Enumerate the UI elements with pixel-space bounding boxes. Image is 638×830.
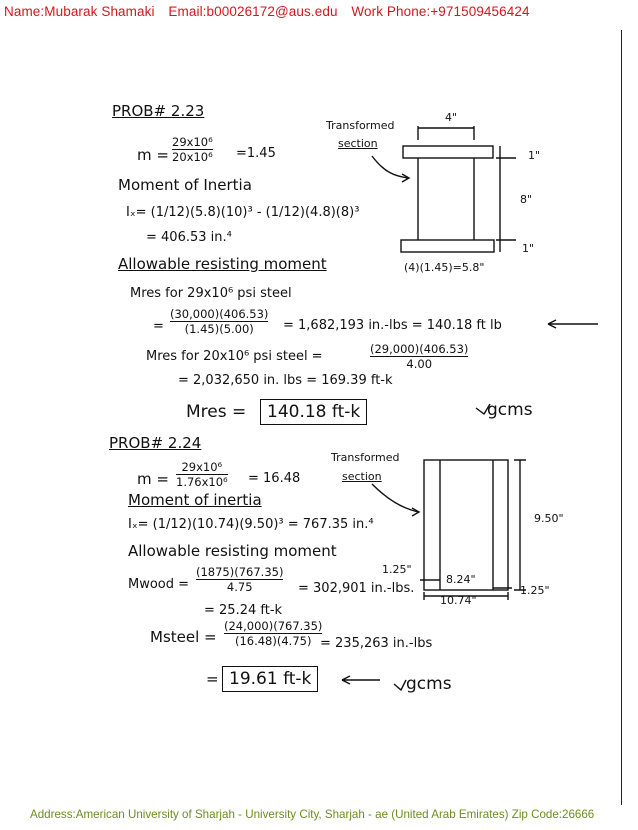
mres-denominator-223: (1.45)(5.00) bbox=[184, 322, 254, 337]
fig-label-section-224: section bbox=[342, 470, 382, 483]
initials-223: gcms bbox=[487, 400, 533, 420]
header-phone: Work Phone:+971509456424 bbox=[351, 4, 530, 19]
dim-right-224: 1.25" bbox=[520, 584, 550, 597]
m-fraction-224 bbox=[176, 461, 228, 488]
top-flange-223 bbox=[403, 146, 493, 158]
msteel-value-224: = 235,263 in.-lbs bbox=[320, 636, 433, 651]
dim-line-top-223 bbox=[418, 126, 474, 140]
dim-height-224: 9.50" bbox=[534, 512, 564, 525]
mwood-value2-224: = 25.24 ft-k bbox=[204, 603, 283, 618]
m-value-224: = 16.48 bbox=[248, 471, 301, 486]
contact-header bbox=[4, 4, 540, 19]
section-outer-224 bbox=[424, 460, 508, 590]
arm-title-224: Allowable resisting moment bbox=[128, 542, 337, 560]
dim-1b-223: 1" bbox=[522, 242, 535, 255]
mwood-fraction-224 bbox=[196, 566, 283, 593]
msteel-denominator-224: (16.48)(4.75) bbox=[234, 634, 312, 649]
initials-224: gcms bbox=[406, 674, 452, 694]
dim-line-right-223 bbox=[496, 146, 516, 252]
dim-bottom-223: (4)(1.45)=5.8" bbox=[404, 261, 485, 274]
check-mark-224 bbox=[394, 680, 406, 690]
msteel-label-224: Msteel = bbox=[150, 628, 217, 646]
mwood-numerator-224: (1875)(767.35) bbox=[196, 565, 284, 579]
m-fraction-223 bbox=[172, 136, 213, 163]
ix-result-223: = 406.53 in.⁴ bbox=[146, 230, 232, 245]
answer-arrow-224 bbox=[342, 676, 380, 684]
m-numerator-224: 29x10⁶ bbox=[181, 460, 223, 474]
mwood-denominator-224: 4.75 bbox=[226, 580, 253, 595]
m-value-223: =1.45 bbox=[236, 146, 276, 161]
mwood-value-224: = 302,901 in.-lbs. bbox=[298, 581, 415, 596]
m-denominator-223: 20x10⁶ bbox=[172, 150, 213, 165]
mwood-label-224: Mwood = bbox=[128, 577, 190, 592]
dim-inner-224: 8.24" bbox=[446, 573, 476, 586]
address-footer: Address:American University of Sharjah - University City, Sharjah - ae (United Arab Emirates) Zip Code:26666 bbox=[30, 808, 595, 821]
leader-arrow-223 bbox=[372, 156, 408, 178]
header-email: Email:b00026172@aus.edu bbox=[168, 4, 338, 19]
leader-arrow-224 bbox=[372, 484, 418, 512]
msteel-numerator-224: (24,000)(767.35) bbox=[224, 619, 323, 633]
m-label-223: m = bbox=[137, 146, 169, 164]
mres-value-223: = 1,682,193 in.-lbs = 140.18 ft lb bbox=[283, 318, 502, 333]
m-numerator-223: 29x10⁶ bbox=[172, 135, 213, 149]
dim-8-223: 8" bbox=[520, 193, 533, 206]
mres-label-223: Mres for 29x10⁶ psi steel bbox=[130, 286, 292, 301]
mres2-label-223: Mres for 20x10⁶ psi steel = bbox=[146, 349, 323, 364]
mres-fraction-223 bbox=[170, 308, 268, 335]
bottom-flange-223 bbox=[401, 240, 494, 252]
mres2-numerator-223: (29,000)(406.53) bbox=[370, 342, 469, 356]
dim-outer-224: 10.74" bbox=[440, 594, 477, 607]
m-label-224: m = bbox=[137, 470, 169, 488]
prob-2-23-title: PROB# 2.23 bbox=[112, 102, 205, 120]
moi-title-224: Moment of inertia bbox=[128, 491, 262, 509]
final-eq-224: = bbox=[206, 670, 219, 688]
ix-line-224: Iₓ= (1/12)(10.74)(9.50)³ = 767.35 in.⁴ bbox=[128, 517, 374, 532]
mres-eq-223: = bbox=[153, 319, 164, 334]
leader-arrowhead-223 bbox=[402, 174, 409, 182]
header-name: Name:Mubarak Shamaki bbox=[4, 4, 155, 19]
dim-1a-223: 1" bbox=[528, 149, 541, 162]
mres2-value-223: = 2,032,650 in. lbs = 169.39 ft-k bbox=[178, 373, 393, 388]
ix-line-223: Iₓ= (1/12)(5.8)(10)³ - (1/12)(4.8)(8)³ bbox=[126, 205, 360, 220]
arm-title-223: Allowable resisting moment bbox=[118, 255, 327, 273]
fig-label-transformed-224: Transformed bbox=[331, 451, 400, 464]
prob-2-24-title: PROB# 2.24 bbox=[109, 434, 202, 452]
msteel-fraction-224 bbox=[224, 620, 322, 647]
mres2-fraction-223 bbox=[370, 343, 468, 370]
final-answer-box-224: 19.61 ft-k bbox=[222, 666, 318, 692]
dim-top-223: 4" bbox=[445, 111, 458, 124]
final-answer-box-223: 140.18 ft-k bbox=[260, 399, 367, 425]
answer-arrow-223 bbox=[548, 320, 598, 328]
moi-title-223: Moment of Inertia bbox=[118, 176, 252, 194]
fig-label-section-223: section bbox=[338, 137, 378, 150]
leader-arrowhead-224 bbox=[412, 508, 419, 516]
page-border-right bbox=[621, 30, 622, 805]
final-label-223: Mres = bbox=[186, 402, 247, 422]
dim-left-224: 1.25" bbox=[382, 563, 412, 576]
mres-numerator-223: (30,000)(406.53) bbox=[170, 307, 269, 321]
fig-label-transformed-223: Transformed bbox=[326, 119, 395, 132]
m-denominator-224: 1.76x10⁶ bbox=[176, 475, 228, 490]
dim-line-height-224 bbox=[514, 460, 526, 590]
mres2-denominator-223: 4.00 bbox=[406, 357, 433, 372]
